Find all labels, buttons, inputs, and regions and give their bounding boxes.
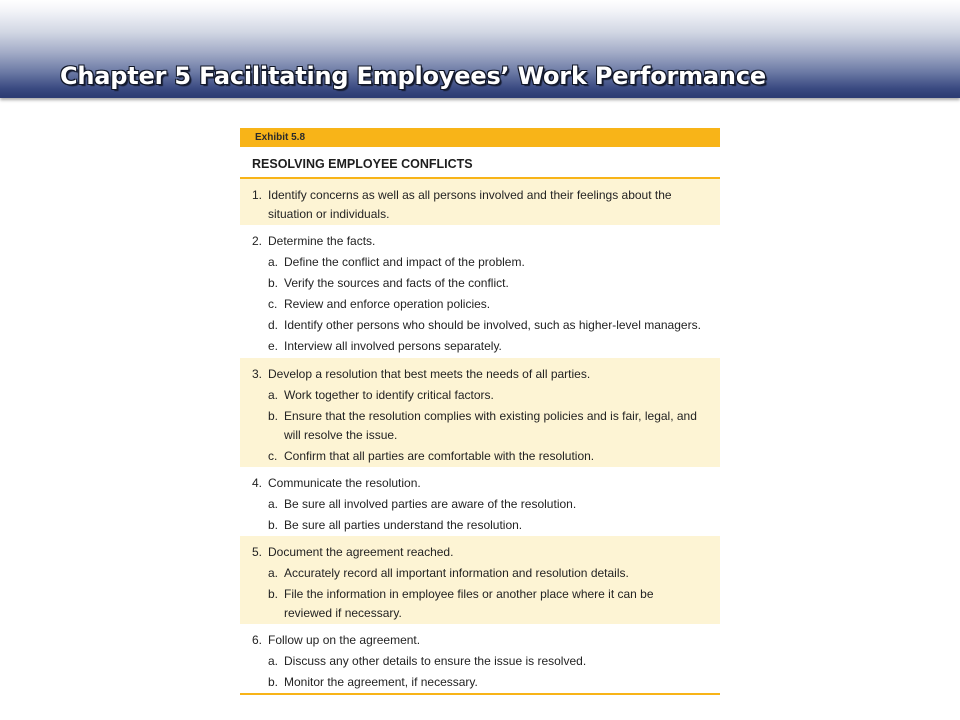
step-number: 1. xyxy=(252,188,263,202)
exhibit-label-bar xyxy=(240,128,720,147)
step-text: Develop a resolution that best meets the needs of all parties. xyxy=(268,367,591,381)
sub-step-text: Accurately record all important information and resolution details. xyxy=(284,566,629,580)
sub-step-text: reviewed if necessary. xyxy=(284,606,402,620)
exhibit-title-row xyxy=(240,147,720,179)
step-row xyxy=(240,467,720,536)
sub-step-letter: b. xyxy=(268,276,279,290)
sub-step-letter: b. xyxy=(268,409,279,423)
sub-step-continuation xyxy=(240,604,720,623)
sub-step-letter: c. xyxy=(268,297,278,311)
step-text: Identify concerns as well as all persons involved and their feelings about the xyxy=(268,188,672,202)
exhibit-bottom-rule xyxy=(240,693,720,695)
sub-step-letter: b. xyxy=(268,518,279,532)
step-row xyxy=(240,225,720,358)
step-line xyxy=(240,543,720,562)
exhibit-table xyxy=(240,128,720,695)
sub-step xyxy=(240,495,720,514)
step-text: Follow up on the agreement. xyxy=(268,633,421,647)
sub-step-letter: c. xyxy=(268,449,278,463)
sub-step-text: Interview all involved persons separately. xyxy=(284,339,502,353)
step-number: 2. xyxy=(252,234,263,248)
step-line xyxy=(240,205,720,224)
step-text: Document the agreement reached. xyxy=(268,545,454,559)
step-line xyxy=(240,186,720,205)
step-row xyxy=(240,179,720,225)
sub-step-text: Ensure that the resolution complies with existing policies and is fair, legal, and xyxy=(284,409,697,423)
exhibit-label: Exhibit 5.8 xyxy=(255,132,306,143)
sub-step-text: will resolve the issue. xyxy=(284,428,398,442)
step-row xyxy=(240,358,720,467)
slide-title: Chapter 5 Facilitating Employees’ Work Performance xyxy=(60,62,766,90)
sub-step-letter: a. xyxy=(268,497,279,511)
sub-step xyxy=(240,585,720,604)
sub-step-letter: b. xyxy=(268,675,279,689)
step-text: Determine the facts. xyxy=(268,234,376,248)
sub-step xyxy=(240,386,720,405)
sub-step xyxy=(240,295,720,314)
sub-step-text: Discuss any other details to ensure the issue is resolved. xyxy=(284,654,587,668)
sub-step xyxy=(240,407,720,426)
sub-step xyxy=(240,316,720,335)
sub-step-letter: a. xyxy=(268,255,279,269)
sub-step xyxy=(240,337,720,356)
sub-step-text: Verify the sources and facts of the conflict. xyxy=(284,276,509,290)
sub-step-text: Define the conflict and impact of the problem. xyxy=(284,255,525,269)
sub-step-letter: a. xyxy=(268,654,279,668)
step-number: 4. xyxy=(252,476,263,490)
step-line xyxy=(240,631,720,650)
sub-step xyxy=(240,652,720,671)
step-line xyxy=(240,232,720,251)
step-line xyxy=(240,474,720,493)
sub-step xyxy=(240,564,720,583)
sub-step-letter: d. xyxy=(268,318,279,332)
sub-step-text: Be sure all involved parties are aware of the resolution. xyxy=(284,497,577,511)
sub-step-text: Identify other persons who should be involved, such as higher-level managers. xyxy=(284,318,701,332)
step-text: situation or individuals. xyxy=(268,207,390,221)
sub-step xyxy=(240,673,720,692)
step-number: 5. xyxy=(252,545,263,559)
sub-step-letter: b. xyxy=(268,587,279,601)
sub-step-text: Be sure all parties understand the resolution. xyxy=(284,518,523,532)
sub-step-text: Monitor the agreement, if necessary. xyxy=(284,675,478,689)
sub-step-text: Work together to identify critical factors. xyxy=(284,388,494,402)
step-number: 3. xyxy=(252,367,263,381)
sub-step-letter: a. xyxy=(268,388,279,402)
step-line xyxy=(240,365,720,384)
step-row xyxy=(240,536,720,624)
slide-header-banner xyxy=(0,0,960,98)
sub-step xyxy=(240,253,720,272)
sub-step-text: File the information in employee files or another place where it can be xyxy=(284,587,654,601)
sub-step-letter: a. xyxy=(268,566,279,580)
sub-step xyxy=(240,516,720,535)
sub-step xyxy=(240,274,720,293)
sub-step-text: Review and enforce operation policies. xyxy=(284,297,491,311)
step-row xyxy=(240,624,720,693)
sub-step-letter: e. xyxy=(268,339,279,353)
step-text: Communicate the resolution. xyxy=(268,476,421,490)
sub-step-text: Confirm that all parties are comfortable with the resolution. xyxy=(284,449,595,463)
sub-step-continuation xyxy=(240,426,720,445)
step-number: 6. xyxy=(252,633,263,647)
exhibit-title: RESOLVING EMPLOYEE CONFLICTS xyxy=(252,157,473,171)
sub-step xyxy=(240,447,720,466)
